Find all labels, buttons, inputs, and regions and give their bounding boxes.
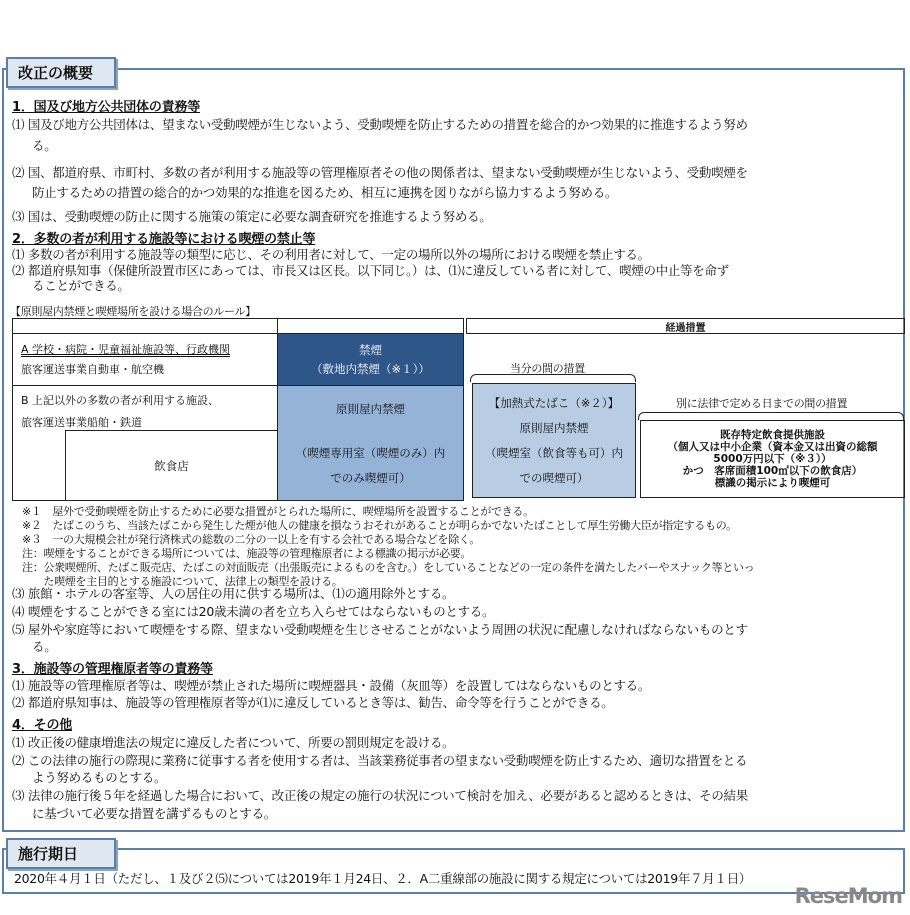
note-5-cont: た喫煙を主目的とする施設について、法律上の類型を設ける。 xyxy=(22,575,343,588)
table-label: 【原則屋内禁煙と喫煙場所を設ける場合のルール】 xyxy=(10,305,256,318)
s4-item-3-cont: に基づいて必要な措置を講ずるものとする。 xyxy=(32,806,277,821)
s4-item-1: ⑴ 改正後の健康増進法の規定に違反した者について、所要の罰則規定を設ける。 xyxy=(12,735,455,750)
note-2: ※２ たばこのうち、当該たばこから発生した煙が他人の健康を損なうおそれがあることが明らかでないたばことして厚生労働大臣が指定するもの。 xyxy=(22,519,737,532)
row-b-line1: B 上記以外の多数の者が利用する施設、 xyxy=(21,394,220,407)
header-empty-2 xyxy=(277,318,464,334)
row-b-line2: 旅客運送事業船舶・鉄道 xyxy=(21,416,142,429)
summary-title: 改正の概要 xyxy=(6,57,116,88)
row-b-rule xyxy=(277,385,464,501)
until-measure xyxy=(640,420,905,498)
s4-item-3: ⑶ 法律の施行後５年を経過した場合において、改正後の規定の施行の状況について検討を加え、必要があると認めるときは、その結果 xyxy=(12,788,748,803)
s1-item-1-cont: る。 xyxy=(32,138,57,153)
s1-item-2-cont: 防止するための措置の総合的かつ効果的な推進を図るため、相互に連携を図りながら協力するよう努める。 xyxy=(32,185,618,200)
header-empty-1 xyxy=(12,318,278,334)
s2-item-3: ⑶ 旅館・ホテルの客室等、人の居住の用に供する場所は、⑴の適用除外とする。 xyxy=(12,586,455,601)
s2-item-2: ⑵ 都道府県知事（保健所設置市区にあっては、市長又は区長。以下同じ。）は、⑴に違反している者に対して、喫煙の中止等を命ず xyxy=(12,263,729,278)
note-3: ※３ 一の大規模会社が発行済株式の総数の二分の一以上を有する会社である場合などを除く。 xyxy=(22,533,481,546)
until-3: 5000万円以下（※３）） xyxy=(713,453,832,465)
s2-item-5-cont: る。 xyxy=(32,639,57,654)
interim-brace xyxy=(470,374,636,382)
row-b-rule-3: でのみ喫煙可） xyxy=(330,470,411,485)
row-a-rule-1: 禁煙 xyxy=(359,342,382,357)
row-b-rule-2: （喫煙専用室（喫煙のみ）内 xyxy=(295,445,446,460)
s2-item-2-cont: ることができる。 xyxy=(32,278,130,293)
row-a-rule xyxy=(277,333,464,386)
until-brace xyxy=(638,412,904,420)
s2-item-1: ⑴ 多数の者が利用する施設等の類型に応じ、その利用者に対して、一定の場所以外の場所における喫煙を禁止する。 xyxy=(12,247,650,262)
row-a-line2: 旅客運送事業自動車・航空機 xyxy=(21,363,164,376)
restaurant-cell xyxy=(65,430,278,501)
interim-3: （喫煙室（飲食等も可）内 xyxy=(485,446,623,461)
row-a-line1: A 学校・病院・児童福祉施設等、行政機関 xyxy=(21,343,231,356)
s1-item-1: ⑴ 国及び地方公共団体は、望まない受動喫煙が生じないよう、受動喫煙を防止するための措置を総合的かつ効果的に推進するよう努め xyxy=(12,117,748,132)
row-b-rule-1: 原則屋内禁煙 xyxy=(336,401,405,416)
row-a-rule-2: （敷地内禁煙（※１）） xyxy=(311,362,430,377)
header-transitional: 経過措置 xyxy=(466,318,905,334)
note-1: ※１ 屋外で受動喫煙を防止するために必要な措置がとられた場所に、喫煙場所を設置することができる。 xyxy=(22,505,534,518)
restaurant-label: 飲食店 xyxy=(154,458,189,473)
resemom-watermark: ReseMom xyxy=(794,884,902,908)
effective-date-text: 2020年４月１日（ただし、１及び２⑸については2019年１月24日、２．A二重線部の施設に関する規定については2019年７月１日） xyxy=(14,871,752,886)
s1-item-3: ⑶ 国は、受動喫煙の防止に関する施策の策定に必要な調査研究を推進するよう努める。 xyxy=(12,209,492,224)
until-1: 既存特定飲食提供施設 xyxy=(720,429,825,441)
section-3-heading: 3．施設等の管理権原者等の責務等 xyxy=(12,662,213,677)
s2-item-4: ⑷ 喫煙をすることができる室には20歳未満の者を立ち入らせてはならないものとする。 xyxy=(12,604,495,619)
interim-1: 【加熱式たばこ（※２）】 xyxy=(488,395,620,410)
s4-item-2: ⑵ この法律の施行の際現に業務に従事する者を使用する者は、当該業務従事者の望まない受動喫煙を防止するため、適切な措置をとる xyxy=(12,753,748,768)
interim-measure xyxy=(472,383,636,498)
section-1-heading: 1．国及び地方公共団体の責務等 xyxy=(12,100,201,115)
until-4: かつ 客席面積100㎡以下の飲食店） xyxy=(682,465,863,477)
interim-label: 当分の間の措置 xyxy=(510,362,585,375)
note-4: 注：喫煙をすることができる場所については、施設等の管理権原者による標識の掲示が必要。 xyxy=(22,547,472,560)
interim-4: での喫煙可） xyxy=(519,471,589,486)
until-2: （個人又は中小企業（資本金又は出資の総額 xyxy=(667,441,878,453)
s3-item-2: ⑵ 都道府県知事は、施設等の管理権原者等が⑴に違反しているとき等は、勧告、命令等を行うことができる。 xyxy=(12,695,614,710)
interim-2: 原則屋内禁煙 xyxy=(519,420,589,435)
s4-item-2-cont: よう努めるものとする。 xyxy=(32,770,167,785)
until-5: 標識の掲示により喫煙可 xyxy=(714,477,831,489)
note-5: 注：公衆喫煙所、たばこ販売店、たばこの対面販売（出張販売によるものを含む。）をしていることなどの一定の条件を満たしたバーやスナック等といっ xyxy=(22,561,755,574)
s3-item-1: ⑴ 施設等の管理権原者等は、喫煙が禁止された場所に喫煙器具・設備（灰皿等）を設置してはならないものとする。 xyxy=(12,678,651,693)
s1-item-2: ⑵ 国、都道府県、市町村、多数の者が利用する施設等の管理権原者その他の関係者は、望まない受動喫煙が生じないよう、受動喫煙を xyxy=(12,165,748,180)
effective-date-title: 施行期日 xyxy=(6,838,116,869)
section-4-heading: 4．その他 xyxy=(12,718,73,733)
row-a-facilities xyxy=(12,333,278,386)
s2-item-5: ⑸ 屋外や家庭等において喫煙をする際、望まない受動喫煙を生じさせることがないよう周囲の状況に配慮しなければならないものとす xyxy=(12,622,748,637)
until-label: 別に法律で定める日までの間の措置 xyxy=(676,397,848,410)
section-2-heading: 2．多数の者が利用する施設等における喫煙の禁止等 xyxy=(12,232,316,247)
